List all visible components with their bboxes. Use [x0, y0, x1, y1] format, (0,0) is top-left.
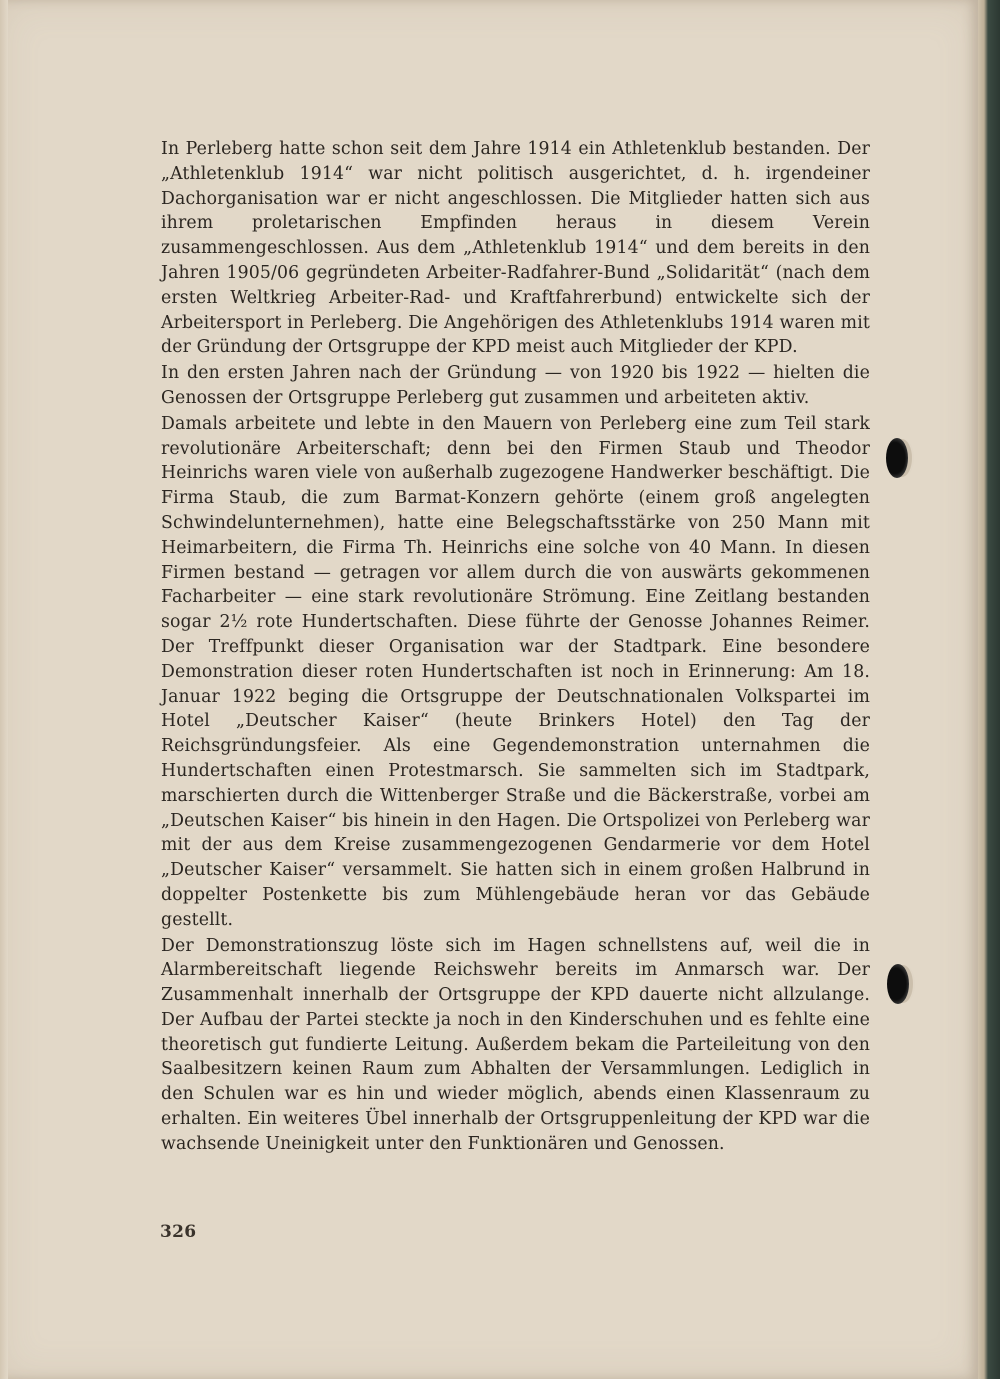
- page-left-edge: [0, 0, 8, 1379]
- page-number: 326: [160, 1222, 197, 1242]
- paragraph-athletenklub: In Perleberg hatte schon seit dem Jahre 1914 ein Athletenklub bestanden. Der „Athletenklub 1914“ war nicht politisch ausgerichtet, d. h. irgendeiner Dachorganisation war er nicht angeschlossen. Die Mitglieder hatten sich aus ihrem proletarischen Empfinden heraus in diesem Verein zusammengeschlossen. Aus dem „Athletenklub 1914“ und dem bereits in den Jahren 1905/06 gegründeten Arbeiter-Radfahrer-Bund „Solidarität“ (nach dem ersten Weltkrieg Arbeiter-Rad- und Kraftfahrerbund) entwickelte sich der Arbeitersport in Perleberg. Die Angehörigen des Athletenklubs 1914 waren mit der Gründung der Ortsgruppe der KPD meist auch Mitglieder der KPD.: [161, 139, 870, 358]
- paragraph-workforce: Damals arbeitete und lebte in den Mauern von Perleberg eine zum Teil stark revolutionäre Arbeiterschaft; denn bei den Firmen Staub und Theodor Heinrichs waren viele von außerhalb zugezogene Handwerker beschäftigt. Die Firma Staub, die zum Barmat-Konzern gehörte (einem groß angelegten Schwindelunternehmen), hatte eine Belegschaftsstärke von 250 Mann mit Heimarbeitern, die Firma Th. Heinrichs eine solche von 40 Mann. In diesen Firmen bestand — getragen vor allem durch die von auswärts gekommenen Facharbeiter — eine stark revolutionäre Strömung. Eine Zeitlang bestanden sogar 2½ rote Hundertschaften. Diese führte der Genosse Johannes Reimer. Der Treffpunkt dieser Organisation war der Stadtpark. Eine besondere Demonstration dieser roten Hundertschaften ist noch in Erinnerung: Am 18. Januar 1922 beging die Ortsgruppe der Deutschnationalen Volkspartei im Hotel „Deutscher Kaiser“ (heute Brinkers Hotel) den Tag der Reichsgründungsfeier. Als eine Gegendemonstration unternahmen die Hundertschaften einen Protestmarsch. Sie sammelten sich im Stadtpark, marschierten durch die Wittenberger Straße und die Bäckerstraße, vorbei am „Deutschen Kaiser“ bis hinein in den Hagen. Die Ortspolizei von Perleberg war mit der aus dem Kreise zusammengezogenen Gendarmerie vor dem Hotel „Deutscher Kaiser“ versammelt. Sie hatten sich in einem großen Halbrund in doppelter Postenkette bis zum Mühlengebäude heran vor das Gebäude gestellt.: [161, 413, 870, 930]
- binding-hole-icon: [886, 438, 908, 478]
- paragraph-first-years: In den ersten Jahren nach der Gründung — von 1920 bis 1922 — hielten die Genossen der Ortsgruppe Perleberg gut zusammen und arbeiteten aktiv.: [161, 363, 870, 408]
- book-gutter: [978, 0, 1000, 1379]
- binding-hole-icon: [887, 964, 909, 1004]
- body-text: [161, 137, 870, 1157]
- paragraph-demonstration: Der Demonstrationszug löste sich im Hagen schnellstens auf, weil die in Alarmbereitschaft liegende Reichswehr bereits im Anmarsch war. Der Zusammenhalt innerhalb der Ortsgruppe der KPD dauerte nicht allzulange. Der Aufbau der Partei steckte ja noch in den Kinderschuhen und es fehlte eine theoretisch gut fundierte Leitung. Außerdem bekam die Parteileitung von den Saalbesitzern keinen Raum zum Abhalten der Versammlungen. Lediglich in den Schulen war es hin und wieder möglich, abends einen Klassenraum zu erhalten. Ein weiteres Übel innerhalb der Ortsgruppenleitung der KPD war die wachsende Uneinigkeit unter den Funktionären und Genossen.: [161, 935, 870, 1154]
